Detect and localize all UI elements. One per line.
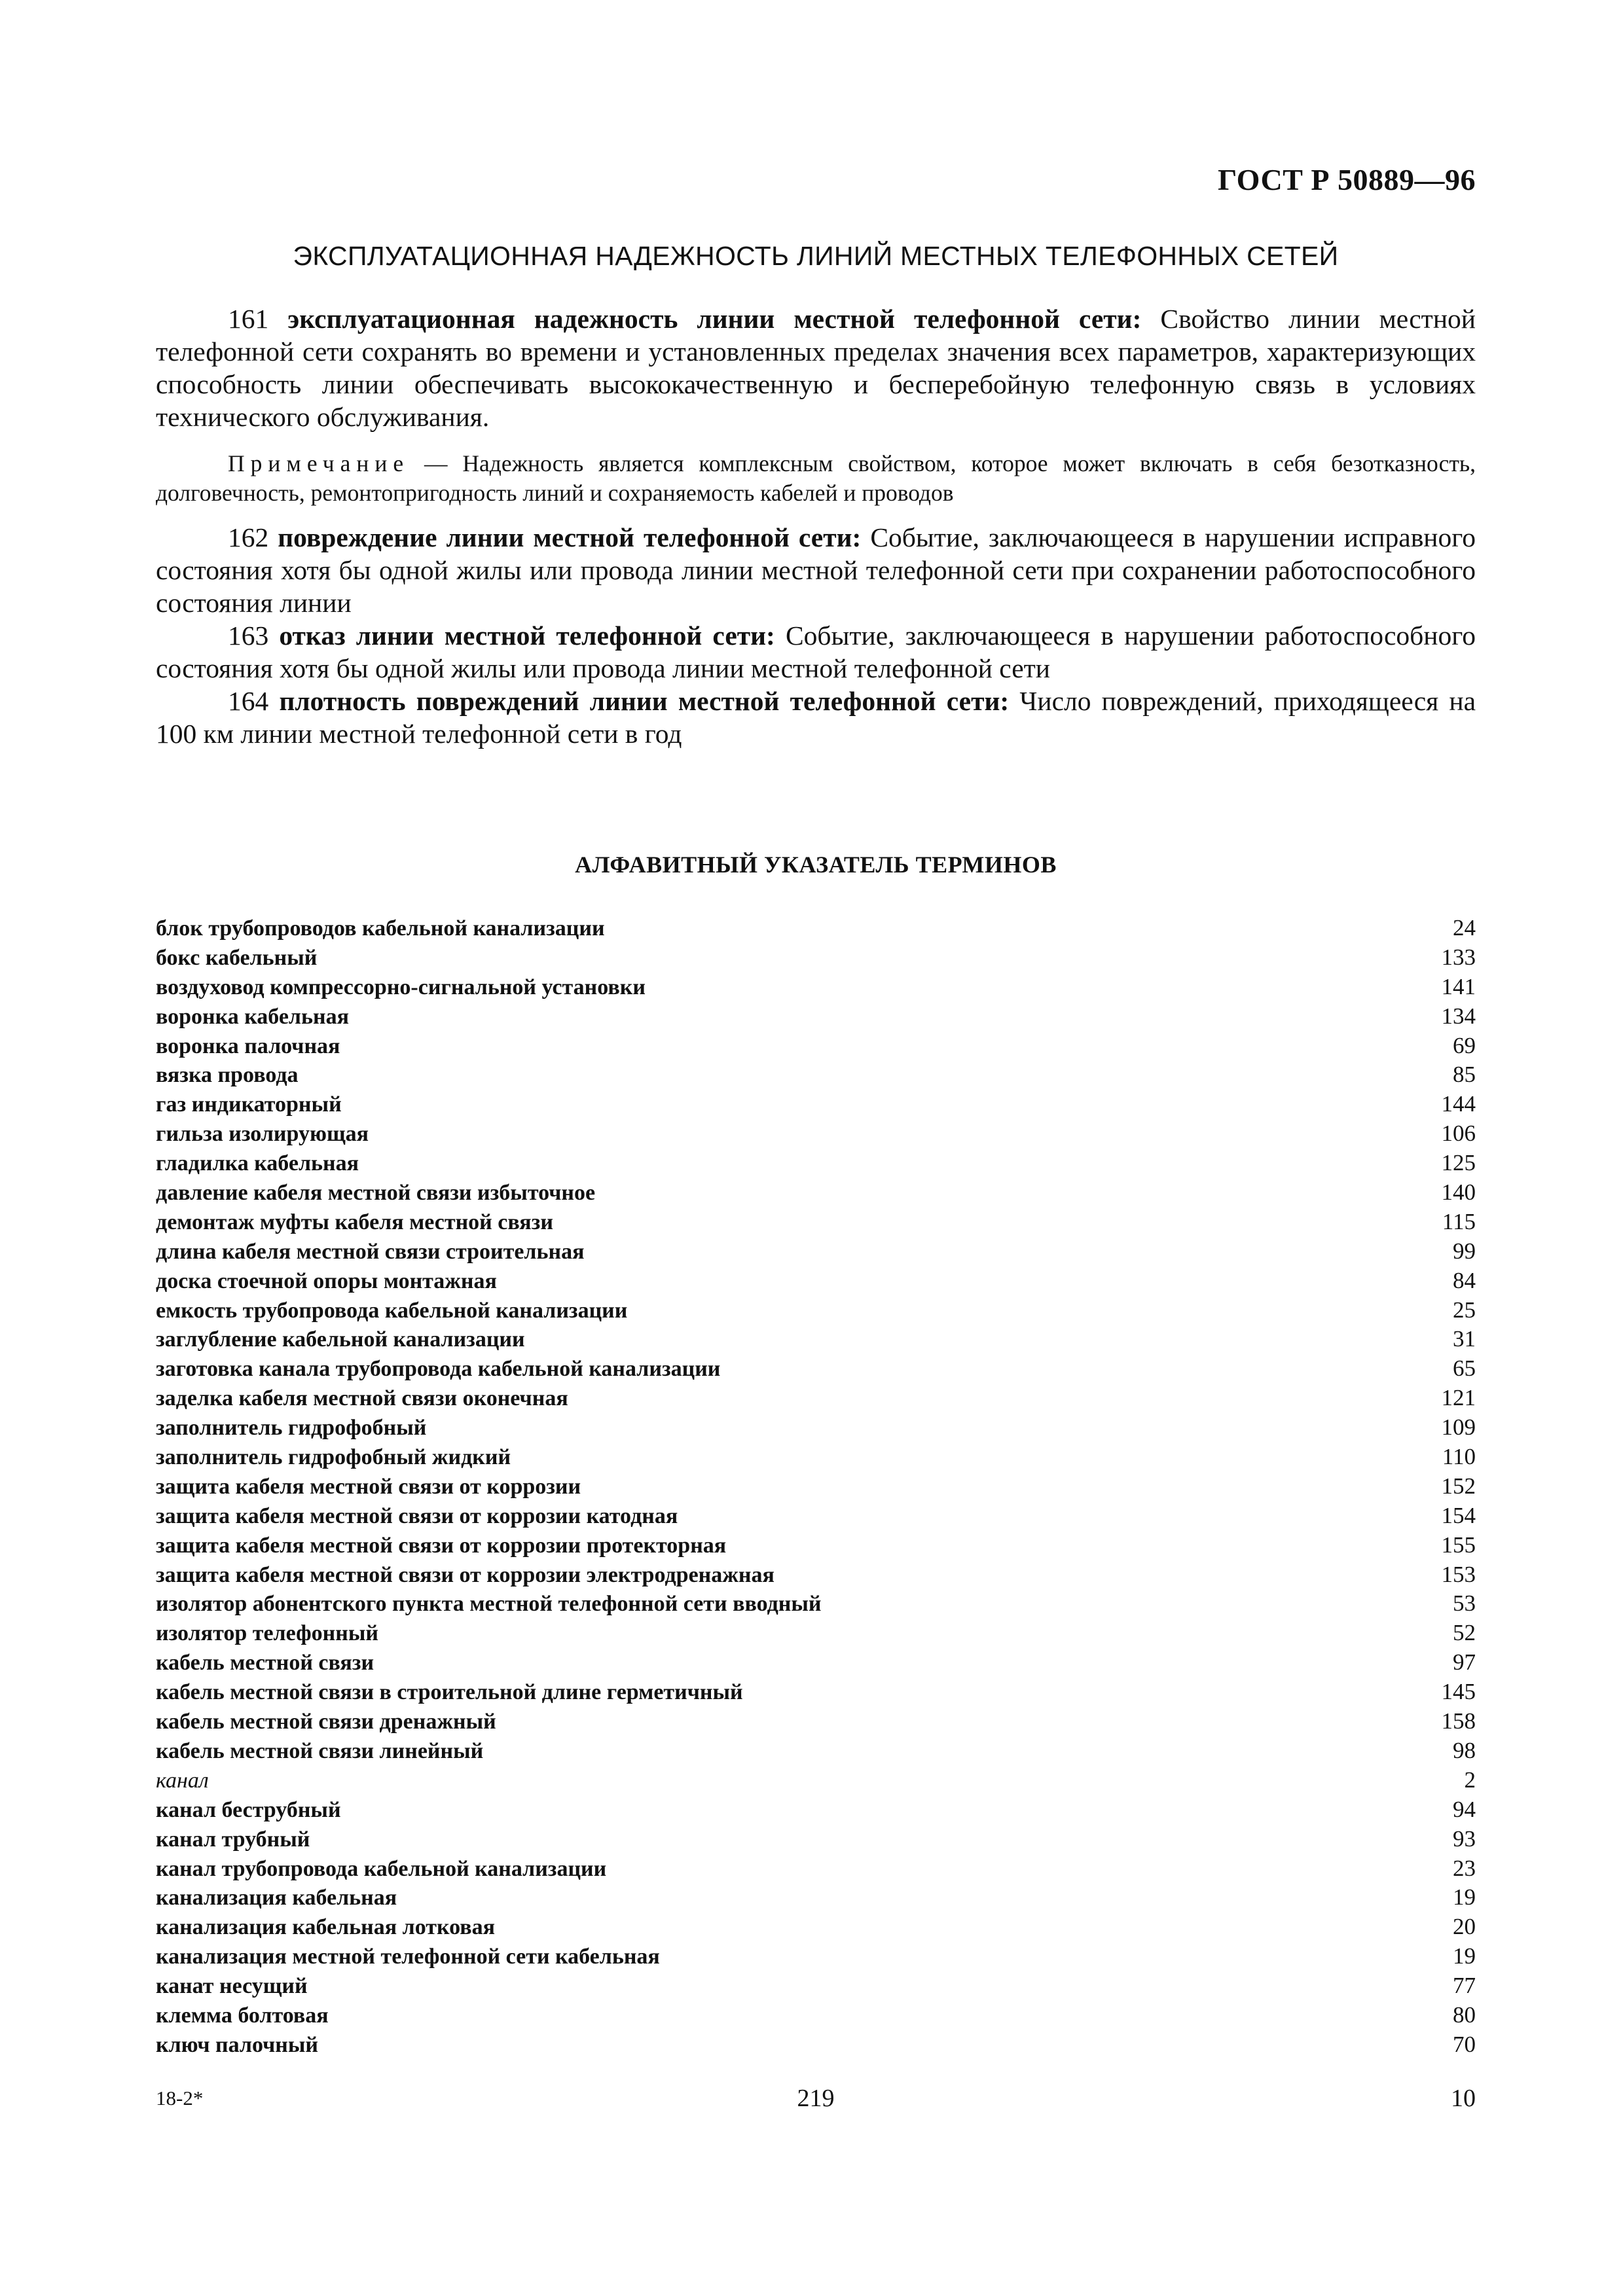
standard-code: ГОСТ Р 50889—96 [1218,163,1476,196]
index-term: заглубление кабельной канализации [156,1327,525,1352]
term-index-list [156,914,1476,2060]
index-term: воронка палочная [156,1033,340,1058]
term-163 [156,619,1476,685]
index-term: канал [156,1768,209,1793]
note-text: — Надежность является комплексным свойством, которое может включать в себя безотказность, долговечность, ремонтопригодность линий и сохраняемость кабелей и проводов [156,450,1476,506]
index-term-number: 77 [1453,1973,1476,1999]
index-term: изолятор телефонный [156,1621,378,1646]
index-term-number: 23 [1453,1855,1476,1881]
index-term-number: 97 [1453,1649,1476,1676]
index-term-number: 154 [1441,1502,1476,1528]
index-term-number: 98 [1453,1737,1476,1763]
term-definition: Событие, заключающееся в нарушении работоспособного состояния хотя бы одной жилы или провода линии местной телефонной сети [156,620,1476,683]
index-term-number: 133 [1441,944,1476,970]
index-term-number: 70 [1453,2031,1476,2057]
index-term: заполнитель гидрофобный жидкий [156,1445,511,1470]
index-term: клемма болтовая [156,2003,329,2028]
index-term-number: 141 [1441,973,1476,999]
index-entry [156,1119,1476,1149]
index-term: воздуховод компрессорно-сигнальной установки [156,975,646,999]
index-term-number: 69 [1453,1032,1476,1058]
index-term-number: 115 [1442,1208,1476,1234]
index-term: канализация кабельная [156,1886,397,1910]
index-entry [156,1472,1476,1501]
index-term-number: 109 [1441,1414,1476,1441]
index-term: газ индикаторный [156,1092,342,1117]
index-term-number: 99 [1453,1238,1476,1264]
index-entry [156,1237,1476,1266]
index-term-number: 80 [1453,2001,1476,2028]
index-term-number: 152 [1441,1473,1476,1499]
index-term-number: 20 [1453,1914,1476,1940]
index-term: блок трубопроводов кабельной канализации [156,916,605,941]
term-definition: Свойство линии местной телефонной сети сохранять во времени и установленных пределах значения всех параметров, характеризующих способность линии обеспечивать высококачественную и бесперебойную телефонную связь в условиях технического обслуживания. [156,304,1476,432]
term-name: отказ линии местной телефонной сети: [279,620,775,651]
index-entry [156,1854,1476,1884]
term-164 [156,685,1476,750]
index-entry [156,1825,1476,1854]
index-term: защита кабеля местной связи от коррозии [156,1474,581,1499]
index-term: демонтаж муфты кабеля местной связи [156,1210,553,1234]
term-number: 164 [228,686,269,716]
index-term-number: 153 [1441,1561,1476,1587]
index-term-number: 110 [1442,1444,1476,1470]
index-entry [156,1296,1476,1325]
section-title: ЭКСПЛУАТАЦИОННАЯ НАДЕЖНОСТЬ ЛИНИЙ МЕСТНЫХ ТЕЛЕФОННЫХ СЕТЕЙ [293,241,1339,271]
index-entry [156,1560,1476,1590]
index-term-number: 19 [1453,1884,1476,1910]
term-number: 161 [228,304,269,334]
index-term: канал беструбный [156,1797,341,1822]
term-161 [156,302,1476,433]
index-term: бокс кабельный [156,945,318,970]
index-term-number: 94 [1453,1796,1476,1822]
index-entry [156,1354,1476,1384]
index-term-number: 2 [1464,1767,1476,1793]
index-entry [156,1766,1476,1795]
index-term: канат несущий [156,1974,308,1999]
index-term: защита кабеля местной связи от коррозии катодная [156,1503,678,1528]
index-term: заготовка канала трубопровода кабельной канализации [156,1357,721,1382]
terms-section [156,302,1476,750]
index-term: ключ палочный [156,2032,319,2057]
index-term-number: 106 [1441,1121,1476,1147]
index-term-number: 25 [1453,1297,1476,1323]
index-term: канал трубопровода кабельной канализации [156,1856,607,1881]
term-definition: Событие, заключающееся в нарушении исправного состояния хотя бы одной жилы или провода линии местной телефонной сети при сохранении работоспособного состояния линии [156,522,1476,618]
index-term-number: 140 [1441,1179,1476,1206]
index-entry [156,914,1476,943]
term-number: 162 [228,522,269,552]
index-entry [156,1208,1476,1237]
note [156,449,1476,508]
index-term-number: 85 [1453,1062,1476,1088]
index-entry [156,1531,1476,1560]
index-term-number: 144 [1441,1091,1476,1117]
term-definition: Число повреждений, приходящееся на 100 км линии местной телефонной сети в год [156,686,1476,749]
index-entry [156,1501,1476,1531]
term-162 [156,521,1476,619]
index-entry [156,1443,1476,1472]
index-entry [156,1060,1476,1090]
index-entry [156,1795,1476,1825]
index-entry [156,1912,1476,1942]
index-entry [156,1589,1476,1619]
index-entry [156,1707,1476,1736]
index-entry [156,1883,1476,1912]
index-term: кабель местной связи [156,1651,374,1676]
index-entry [156,1384,1476,1413]
index-term: защита кабеля местной связи от коррозии электродренажная [156,1562,775,1587]
index-term: канализация кабельная лотковая [156,1915,496,1940]
footer-sheet-mark: 18-2* [156,2087,204,2109]
index-term: канал трубный [156,1827,310,1852]
index-term: воронка кабельная [156,1004,349,1029]
index-entry [156,1942,1476,1971]
index-term: вязка провода [156,1063,299,1088]
index-entry [156,973,1476,1002]
footer-right-number: 10 [1451,2085,1476,2112]
index-entry [156,1325,1476,1354]
index-title: АЛФАВИТНЫЙ УКАЗАТЕЛЬ ТЕРМИНОВ [575,852,1057,878]
note-label: Примечание [228,450,410,476]
index-term: длина кабеля местной связи строительная [156,1239,585,1264]
index-entry [156,1090,1476,1119]
index-term: гильза изолирующая [156,1122,369,1147]
term-name: повреждение линии местной телефонной сети: [278,522,862,552]
index-term: гладилка кабельная [156,1151,359,1176]
index-term-number: 93 [1453,1825,1476,1852]
index-entry [156,1677,1476,1707]
index-term-number: 31 [1453,1326,1476,1352]
index-entry [156,2001,1476,2030]
index-entry [156,1002,1476,1031]
index-term: заполнитель гидрофобный [156,1416,427,1441]
index-term-number: 155 [1441,1532,1476,1558]
index-term-number: 84 [1453,1267,1476,1293]
index-entry [156,1736,1476,1766]
index-entry [156,943,1476,973]
index-term-number: 53 [1453,1590,1476,1617]
index-term: емкость трубопровода кабельной канализации [156,1298,628,1323]
index-term-number: 145 [1441,1679,1476,1705]
index-term: изолятор абонентского пункта местной телефонной сети вводный [156,1592,822,1617]
index-entry [156,1648,1476,1677]
index-term-number: 19 [1453,1943,1476,1969]
index-entry [156,1619,1476,1648]
index-entry [156,1413,1476,1443]
term-name: эксплуатационная надежность линии местной телефонной сети: [287,304,1142,334]
index-term-number: 158 [1441,1708,1476,1734]
index-term: канализация местной телефонной сети кабельная [156,1945,660,1969]
index-entry [156,2030,1476,2060]
index-term: давление кабеля местной связи избыточное [156,1181,596,1206]
index-term-number: 125 [1441,1150,1476,1176]
index-term: кабель местной связи дренажный [156,1710,496,1734]
index-entry [156,1178,1476,1208]
index-term-number: 65 [1453,1355,1476,1382]
index-term-number: 121 [1441,1385,1476,1411]
page-number: 219 [797,2085,835,2112]
index-entry [156,1031,1476,1061]
term-name: плотность повреждений линии местной телефонной сети: [279,686,1010,716]
index-term: защита кабеля местной связи от коррозии протекторная [156,1533,727,1558]
term-number: 163 [228,620,269,651]
index-term: заделка кабеля местной связи оконечная [156,1386,568,1411]
index-term-number: 24 [1453,915,1476,941]
index-term-number: 52 [1453,1620,1476,1646]
index-term: кабель местной связи линейный [156,1738,484,1763]
index-term: доска стоечной опоры монтажная [156,1268,497,1293]
index-term-number: 134 [1441,1003,1476,1029]
index-entry [156,1266,1476,1296]
document-page [156,0,1476,2296]
index-term: кабель местной связи в строительной длине герметичный [156,1680,743,1705]
index-entry [156,1149,1476,1178]
index-entry [156,1971,1476,2001]
